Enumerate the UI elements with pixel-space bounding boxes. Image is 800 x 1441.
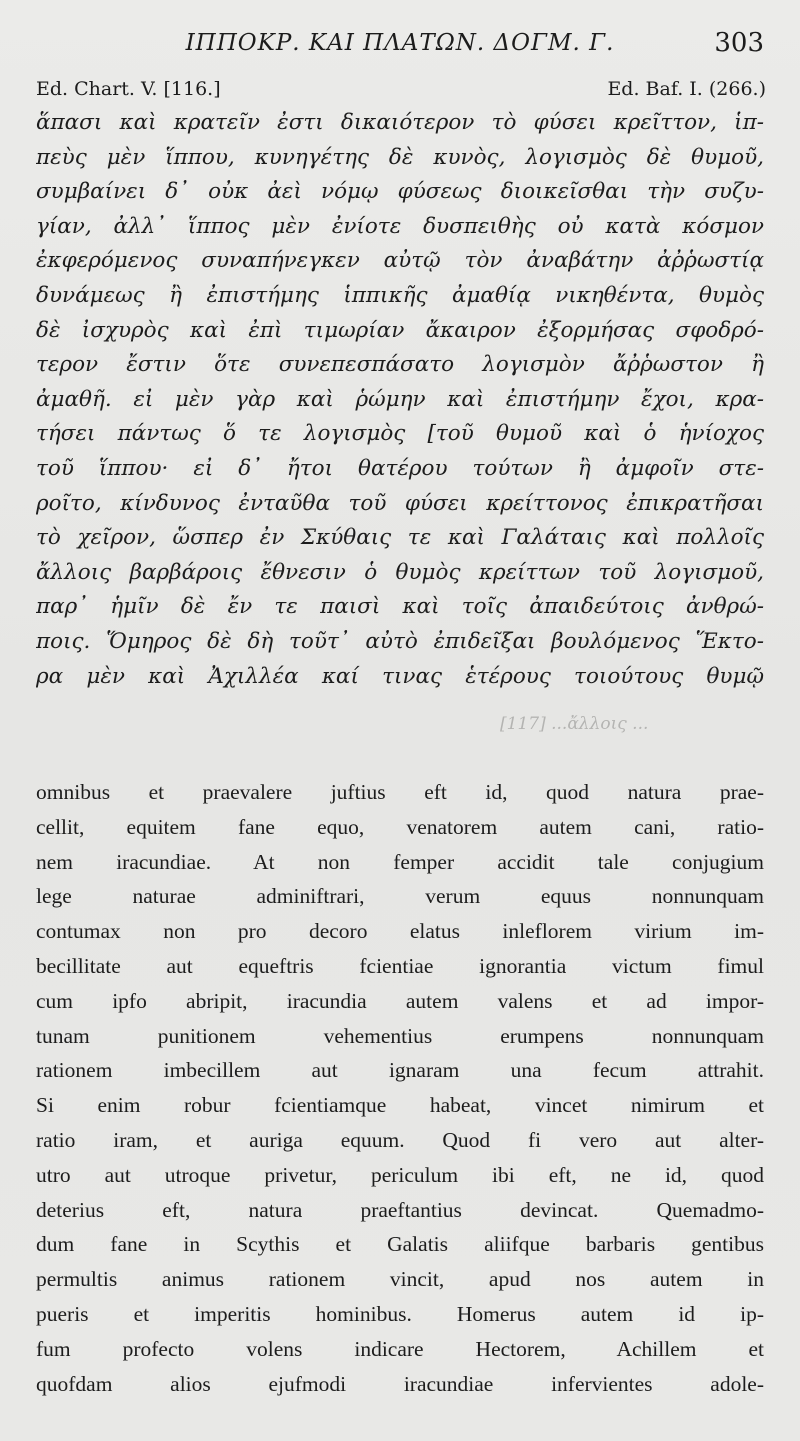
latin-line: quofdam alios ejufmodi iracundiae infervientes adole-: [36, 1371, 764, 1396]
greek-line: ροῖτο, κίνδυνος ἐνταῦθα τοῦ φύσει κρείττονος ἐπικρατῆσαι: [36, 490, 764, 516]
greek-line: ἐκφερόμενος συναπήνεγκεν αὐτῷ τὸν ἀναβάτην ἀῤῥωστίᾳ: [36, 248, 764, 274]
greek-line: πεὺς μὲν ἵππου, κυνηγέτης δὲ κυνὸς, λογισμὸς δὲ θυμοῦ,: [36, 144, 764, 170]
latin-line: tunam punitionem vehementius erumpens nonnunquam: [36, 1023, 764, 1048]
greek-line: ποις. Ὅμηρος δὲ δὴ τοῦτ᾽ αὐτὸ ἐπιδεῖξαι βουλόμενος Ἕκτο-: [36, 628, 764, 654]
latin-line: omnibus et praevalere juftius eft id, quod natura prae-: [36, 780, 764, 804]
greek-line: παρ᾽ ἡμῖν δὲ ἔν τε παισὶ καὶ τοῖς ἀπαιδεύτοις ἀνθρώ-: [36, 594, 764, 620]
greek-line: ἅπασι καὶ κρατεῖν ἐστι δικαιότερον τὸ φύσει κρεῖττον, ἱπ-: [36, 110, 764, 135]
greek-line: τερον ἔστιν ὅτε συνεπεσπάσατο λογισμὸν ἄῤῥωστον ἢ: [36, 352, 764, 378]
edition-reference-basel: Ed. Baf. I. (266.): [607, 78, 766, 100]
edition-reference-chartier: Ed. Chart. V. [116.]: [36, 78, 221, 100]
bleed-through-text: [117] ...ἄλλοις ...: [500, 714, 649, 734]
latin-line: contumax non pro decoro elatus inleflorem virium im-: [36, 919, 764, 944]
latin-line: deterius eft, natura praeftantius devincat. Quemadmo-: [36, 1197, 764, 1222]
greek-line: ρα μὲν καὶ Ἀχιλλέα καί τινας ἑτέρους τοιούτους θυμῷ: [36, 663, 764, 689]
latin-line: dum fane in Scythis et Galatis aliifque barbaris gentibus: [36, 1232, 764, 1257]
page-number: 303: [714, 28, 764, 58]
latin-line: permultis animus rationem vincit, apud nos autem in: [36, 1267, 764, 1292]
latin-line: cellit, equitem fane equo, venatorem autem cani, ratio-: [36, 814, 764, 839]
latin-line: utro aut utroque privetur, periculum ibi eft, ne id, quod: [36, 1162, 764, 1187]
latin-line: pueris et imperitis hominibus. Homerus autem id ip-: [36, 1301, 764, 1326]
latin-line: ratio iram, et auriga equum. Quod fi vero aut alter-: [36, 1127, 764, 1152]
latin-line: lege naturae adminiftrari, verum equus nonnunquam: [36, 884, 764, 909]
running-head: ΙΠΠΟΚΡ. ΚΑΙ ΠΛΑΤΩΝ. ΔΟΓΜ. Γ.: [185, 30, 615, 56]
latin-line: becillitate aut equeftris fcientiae ignorantia victum fimul: [36, 953, 764, 978]
greek-line: τοῦ ἵππου· εἰ δ᾽ ἤτοι θατέρου τούτων ἢ ἀμφοῖν στε-: [36, 455, 764, 481]
greek-line: δὲ ἰσχυρὸς καὶ ἐπὶ τιμωρίαν ἄκαιρον ἐξορμήσας σφοδρό-: [36, 317, 764, 343]
greek-line: δυνάμεως ἢ ἐπιστήμης ἱππικῆς ἀμαθίᾳ νικηθέντα, θυμὸς: [36, 282, 764, 308]
latin-text-block: [36, 775, 764, 1401]
greek-line: ἀμαθῆ. εἰ μὲν γὰρ καὶ ῥώμην καὶ ἐπιστήμην ἔχοι, κρα-: [36, 386, 764, 412]
greek-text-block: [36, 106, 764, 694]
latin-line: nem iracundiae. At non femper accidit tale conjugium: [36, 849, 764, 874]
latin-line: fum profecto volens indicare Hectorem, Achillem et: [36, 1336, 764, 1361]
greek-line: συμβαίνει δ᾽ οὐκ ἀεὶ νόμῳ φύσεως διοικεῖσθαι τὴν συζυ-: [36, 179, 764, 205]
greek-line: τήσει πάντως ὅ τε λογισμὸς [τοῦ θυμοῦ καὶ ὁ ἡνίοχος: [36, 421, 764, 447]
greek-line: γίαν, ἀλλ᾽ ἵππος μὲν ἐνίοτε δυσπειθὴς οὐ κατὰ κόσμον: [36, 213, 764, 239]
greek-line: ἄλλοις βαρβάροις ἔθνεσιν ὁ θυμὸς κρείττων τοῦ λογισμοῦ,: [36, 559, 764, 585]
latin-line: cum ipfo abripit, iracundia autem valens et ad impor-: [36, 988, 764, 1013]
latin-line: Si enim robur fcientiamque habeat, vincet nimirum et: [36, 1093, 764, 1118]
latin-line: rationem imbecillem aut ignaram una fecum attrahit.: [36, 1058, 764, 1083]
greek-line: τὸ χεῖρον, ὥσπερ ἐν Σκύθαις τε καὶ Γαλάταις καὶ πολλοῖς: [36, 525, 764, 551]
